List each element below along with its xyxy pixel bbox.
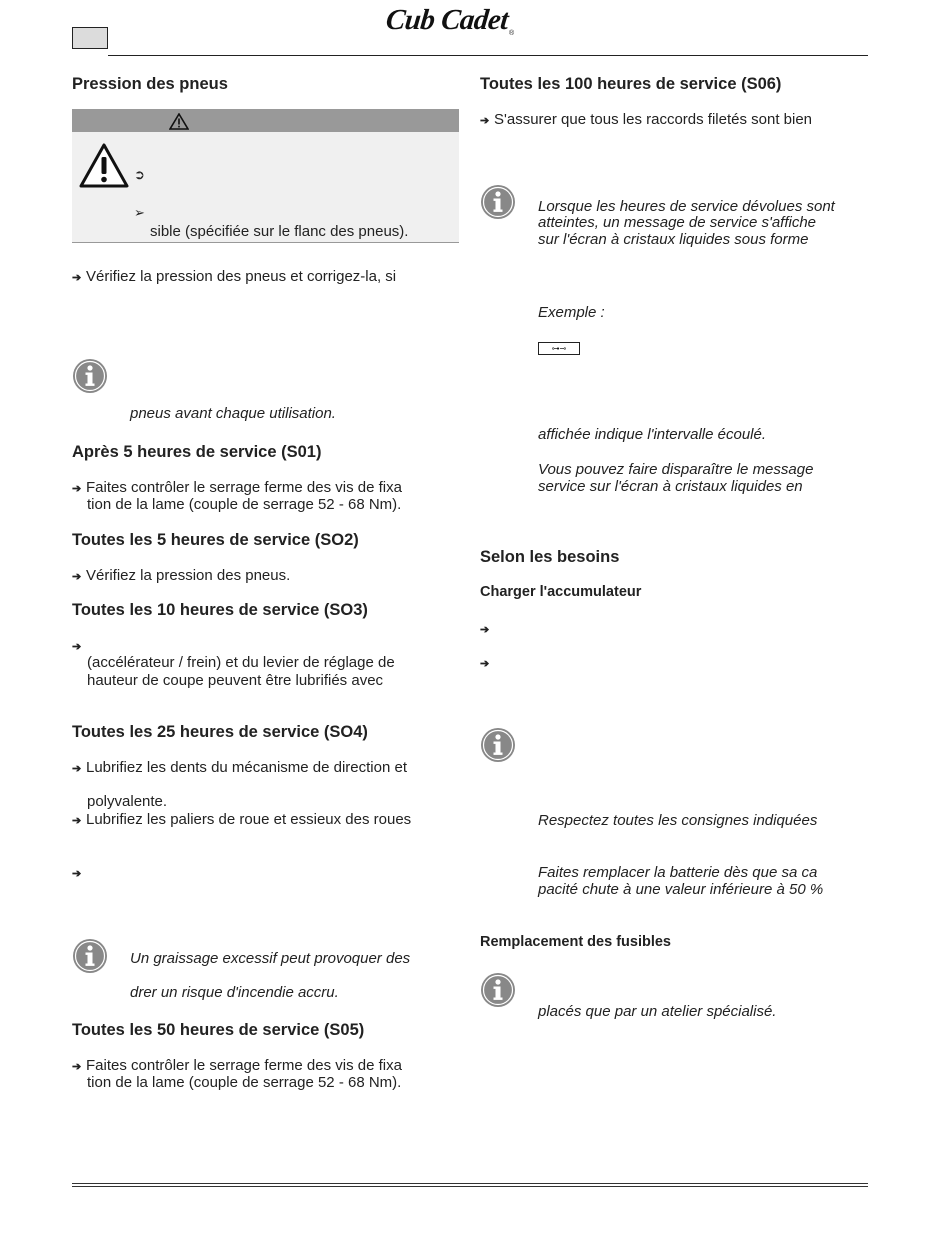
service-display-symbol: [538, 342, 580, 355]
s03-text-2: hauteur de coupe peuvent être lubrifiés avec: [87, 672, 384, 689]
section-title-s04: Toutes les 25 heures de service (SO4): [72, 723, 368, 741]
charge-item-2: [480, 654, 494, 673]
info-tire-text: pneus avant chaque utilisation.: [130, 405, 336, 422]
section-title-s03: Toutes les 10 heures de service (SO3): [72, 601, 368, 619]
header-rule: [108, 55, 868, 56]
section-title-s01: Après 5 heures de service (S01): [72, 443, 322, 461]
arrow-icon: ➔: [480, 658, 490, 670]
info-grease-text-1: Un graissage excessif peut provoquer des: [130, 950, 411, 967]
arrow-icon: ➔: [480, 624, 490, 636]
subsection-charge-battery: Charger l'accumulateur: [480, 584, 642, 600]
battery-text-1: Faites remplacer la batterie dès que sa ca: [538, 864, 818, 881]
info-grease-text-2: drer un risque d'incendie accru.: [130, 984, 339, 1001]
s06-text: S'assurer que tous les raccords filetés sont bien: [494, 111, 813, 128]
section-title-s05: Toutes les 50 heures de service (S05): [72, 1021, 365, 1039]
footer-rule-1: [72, 1183, 868, 1184]
arrow-icon: ➔: [480, 115, 490, 127]
example-label: Exemple :: [538, 304, 605, 321]
s04-text-2: polyvalente.: [87, 793, 168, 810]
charge-item-1: [480, 620, 494, 639]
arrow-icon: ➔: [72, 763, 82, 775]
warning-triangle-icon: [78, 142, 130, 189]
s04-item-1: [72, 759, 407, 778]
registered-mark: ®: [509, 30, 515, 37]
dismiss-text-2: service sur l'écran à cristaux liquides en: [538, 478, 803, 495]
info-service-text-3: sur l'écran à cristaux liquides sous forme: [538, 231, 809, 248]
respect-text: Respectez toutes les consignes indiquées: [538, 812, 818, 829]
info-service-text-1: Lorsque les heures de service dévolues sont: [538, 198, 835, 215]
check-pressure-item: [72, 268, 396, 287]
s04-item-3: [72, 864, 86, 883]
info-service-text-2: atteintes, un message de service s'affiche: [538, 214, 817, 231]
info-icon: [72, 358, 108, 394]
arrow-icon: ➔: [72, 1061, 82, 1073]
dismiss-text-1: Vous pouvez faire disparaître le message: [538, 461, 814, 478]
s02-text: Vérifiez la pression des pneus.: [86, 567, 291, 584]
info-icon: [480, 727, 516, 763]
s03-text-1: (accélérateur / frein) et du levier de réglage de: [87, 654, 395, 671]
footer-rule-2: [72, 1186, 868, 1187]
info-icon: [480, 184, 516, 220]
warning-arrow-2: ➢: [134, 205, 145, 220]
arrow-icon: ➔: [72, 815, 82, 827]
cub-cadet-logo: [386, 4, 556, 36]
fuses-text: placés que par un atelier spécialisé.: [538, 1003, 777, 1020]
arrow-icon: ➔: [72, 272, 82, 284]
s03-item: [72, 637, 86, 656]
section-title-s02: Toutes les 5 heures de service (SO2): [72, 531, 359, 549]
s04-text-1: Lubrifiez les dents du mécanisme de direction et: [86, 759, 408, 776]
interval-text: affichée indique l'intervalle écoulé.: [538, 426, 767, 443]
info-icon: [480, 972, 516, 1008]
battery-text-2: pacité chute à une valeur inférieure à 50 %: [538, 881, 824, 898]
warning-bar: [72, 109, 459, 132]
arrow-icon: ➔: [72, 571, 82, 583]
s01-text-2: tion de la lame (couple de serrage 52 - 68 Nm).: [87, 496, 402, 513]
section-title-tire-pressure: Pression des pneus: [72, 75, 228, 93]
arrow-icon: ➔: [72, 483, 82, 495]
s05-text-1: Faites contrôler le serrage ferme des vis de fixa: [86, 1057, 402, 1074]
warning-arrow-1: ➲: [134, 167, 145, 182]
info-icon: [72, 938, 108, 974]
wrench-icon: ⊶⊸: [551, 344, 567, 353]
warning-small-icon: [169, 113, 189, 130]
section-title-as-needed: Selon les besoins: [480, 548, 620, 566]
s04-text-3: Lubrifiez les paliers de roue et essieux des roues: [86, 811, 412, 828]
warning-box: [72, 132, 459, 243]
section-title-s06: Toutes les 100 heures de service (S06): [480, 75, 782, 93]
s06-item: [480, 111, 812, 130]
subsection-fuses: Remplacement des fusibles: [480, 934, 671, 950]
logo-text: Cub Cadet: [384, 4, 510, 36]
s02-item: [72, 567, 290, 586]
check-pressure-text: Vérifiez la pression des pneus et corrigez-la, si: [86, 268, 397, 285]
s01-text-1: Faites contrôler le serrage ferme des vis de fixa: [86, 479, 402, 496]
warning-text: sible (spécifiée sur le flanc des pneus).: [150, 223, 409, 240]
s05-text-2: tion de la lame (couple de serrage 52 - 68 Nm).: [87, 1074, 402, 1091]
s04-item-2: [72, 811, 411, 830]
arrow-icon: ➔: [72, 868, 82, 880]
page-number-box: [72, 27, 108, 49]
arrow-icon: ➔: [72, 641, 82, 653]
